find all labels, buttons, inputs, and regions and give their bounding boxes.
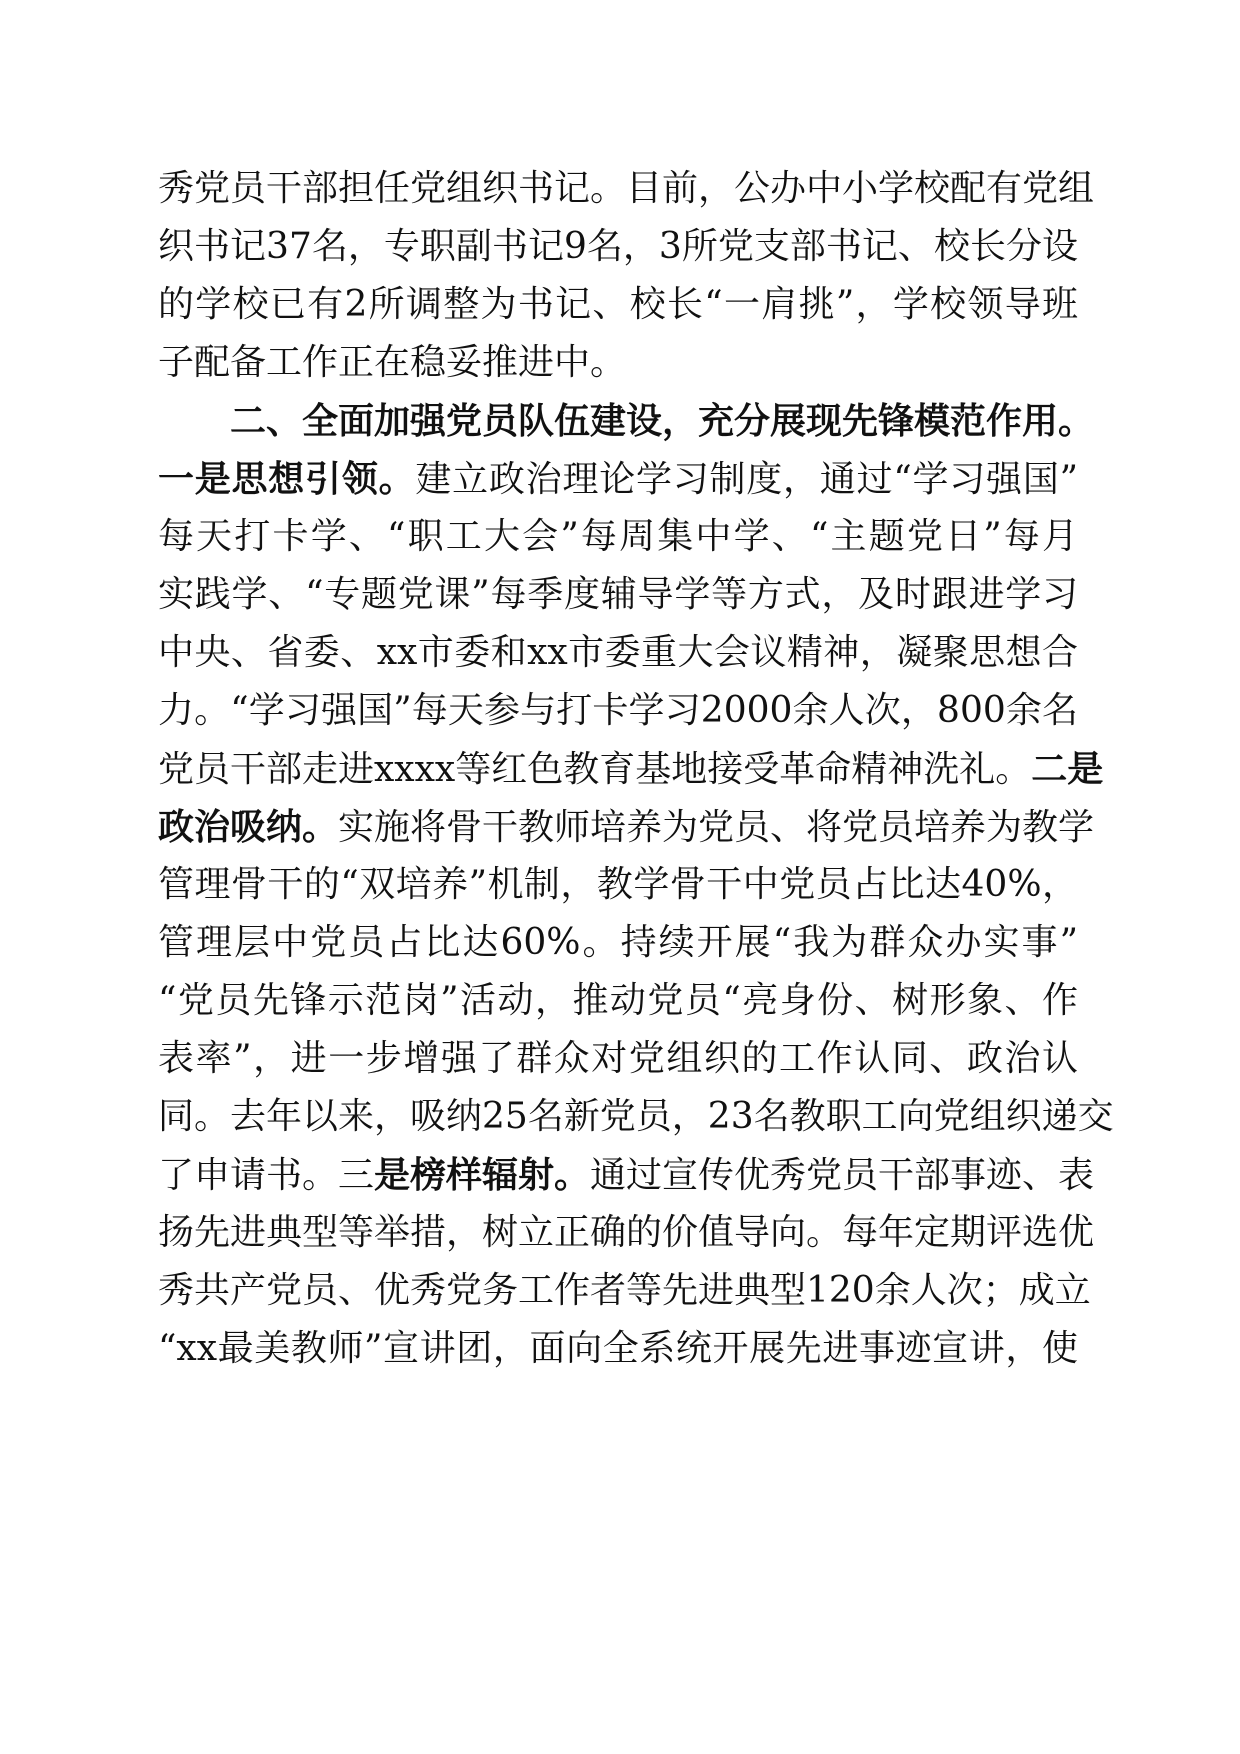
text-line: 管理骨干的“双培养”机制，教学骨干中党员占比达40%， — [158, 864, 1078, 905]
text-line — [158, 797, 1095, 857]
text-line: 扬先进典型等举措，树立正确的价值导向。每年定期评选优 — [158, 1212, 1095, 1253]
text-span: 了申请书。三 — [158, 1155, 375, 1196]
text-line — [158, 449, 1078, 509]
text-line: 秀党员干部担任党组织书记。目前，公办中小学校配有党组 — [158, 168, 1095, 209]
text-line: “党员先锋示范岗”活动，推动党员“亮身份、树形象、作 — [158, 980, 1078, 1021]
text-line: “xx最美教师”宣讲团，面向全系统开展先进事迹宣讲，使 — [158, 1328, 1078, 1369]
text-line: 的学校已有2所调整为书记、校长“一肩挑”，学校领导班 — [158, 284, 1078, 325]
text-span: 建立政治理论学习制度，通过“学习强国” — [415, 459, 1078, 500]
text-line: 子配备工作正在稳妥推进中。 — [158, 342, 627, 383]
text-line: 表率”，进一步增强了群众对党组织的工作认同、政治认 — [158, 1038, 1078, 1079]
text-line — [158, 739, 1104, 799]
text-line: 织书记37名，专职副书记9名，3所党支部书记、校长分设 — [158, 226, 1078, 267]
text-line: 管理层中党员占比达60%。持续开展“我为群众办实事” — [158, 922, 1078, 963]
text-span: 实施将骨干教师培养为党员、将党员培养为教学 — [338, 807, 1095, 848]
text-line: 秀共产党员、优秀党务工作者等先进典型120余人次；成立 — [158, 1270, 1091, 1311]
text-line: 中央、省委、xx市委和xx市委重大会议精神，凝聚思想合 — [158, 632, 1078, 673]
text-line — [158, 1145, 1095, 1205]
text-span: 通过宣传优秀党员干部事迹、表 — [590, 1155, 1095, 1196]
bold-lead: 二是 — [1031, 748, 1104, 790]
text-line: 每天打卡学、“职工大会”每周集中学、“主题党日”每月 — [158, 516, 1078, 557]
bold-lead: 是榜样辐射。 — [374, 1154, 591, 1196]
text-line: 同。去年以来，吸纳25名新党员，23名教职工向党组织递交 — [158, 1096, 1114, 1137]
bold-lead: 政治吸纳。 — [158, 806, 339, 848]
bold-lead: 一是思想引领。 — [158, 458, 416, 500]
text-span: 党员干部走进xxxx等红色教育基地接受革命精神洗礼。 — [158, 749, 1032, 790]
text-line: 力。“学习强国”每天参与打卡学习2000余人次，800余名 — [158, 690, 1078, 731]
section-heading: 二、全面加强党员队伍建设，充分展现先锋模范作用。 — [230, 400, 1095, 442]
text-line: 实践学、“专题党课”每季度辅导学等方式，及时跟进学习 — [158, 574, 1078, 615]
